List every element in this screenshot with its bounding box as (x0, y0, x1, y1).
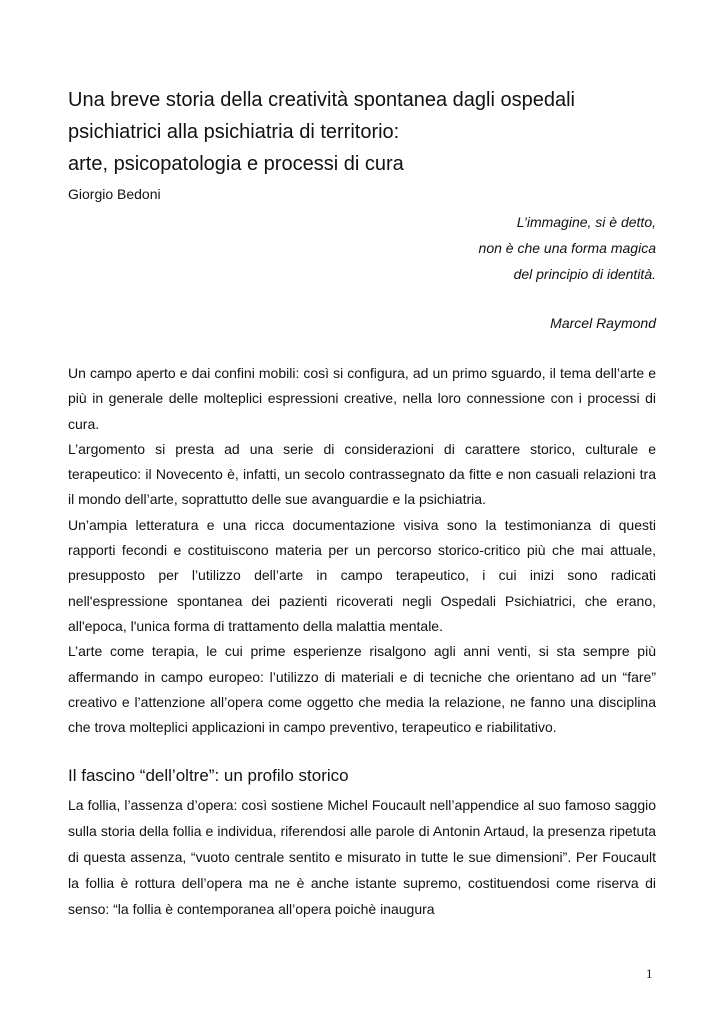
epigraph-line: L’immagine, si è detto, (516, 214, 656, 230)
section-heading: Il fascino “dell’oltre”: un profilo storico (68, 766, 349, 785)
page-number: 1 (646, 966, 653, 981)
epigraph (479, 209, 656, 287)
paragraph: La follia, l’assenza d’opera: così sostiene Michel Foucault nell’appendice al suo famoso saggio sulla storia della follia e individua, riferendosi alle parole di Antonin Artaud, la presenza ripetuta di questa assenza, “vuoto centrale sentito e misurato in tutte le sue dimensioni”. Per Foucault la follia è rottura dell’opera ma ne è anche istante supremo, costituendosi come riserva di senso: “la follia è contemporanea all’opera poichè inaugura (68, 797, 656, 917)
document-title (68, 84, 668, 180)
paragraph: Un’ampia letteratura e una ricca documentazione visiva sono la testimonianza di questi rapporti fecondi e costituiscono materia per un percorso storico-critico più che mai attuale, presupposto per l’utilizzo dell’arte in campo terapeutico, i cui inizi sono radicati nell'espressione spontanea dei pazienti ricoverati negli Ospedali Psichiatrici, che erano, all'epoca, l'unica forma di trattamento della malattia mentale. (68, 516, 656, 634)
epigraph-line: non è che una forma magica (478, 240, 656, 256)
epigraph-attribution: Marcel Raymond (550, 315, 656, 331)
title-line: arte, psicopatologia e processi di cura (68, 153, 404, 175)
paragraph: L’argomento si presta ad una serie di considerazioni di carattere storico, culturale e terapeutico: il Novecento è, infatti, un secolo contrassegnato da fitte e non casuali relazioni tra il mondo dell’arte, soprattutto delle sue avanguardie e la psichiatria. (68, 440, 656, 508)
paragraph: L’arte come terapia, le cui prime esperienze risalgono agli anni venti, si sta sempre più affermando in campo europeo: l’utilizzo di materiali e di tecniche che orientano ad un “fare” creativo e l’attenzione all’opera come oggetto che media la relazione, ne fanno una disciplina che trova molteplici applicazioni in campo preventivo, terapeutico e riabilitativo. (68, 643, 656, 736)
title-line: Una breve storia della creatività spontanea dagli ospedali (68, 89, 575, 111)
paragraph: Un campo aperto e dai confini mobili: così si configura, ad un primo sguardo, il tema dell’arte e più in generale delle molteplici espressioni creative, nella loro connessione con i processi di cura. (68, 365, 656, 432)
intro-body (68, 361, 656, 740)
author-name: Giorgio Bedoni (68, 186, 161, 202)
title-line: psichiatrici alla psichiatria di territorio: (68, 121, 400, 143)
epigraph-line: del principio di identità. (513, 266, 656, 282)
section-body (68, 792, 656, 922)
